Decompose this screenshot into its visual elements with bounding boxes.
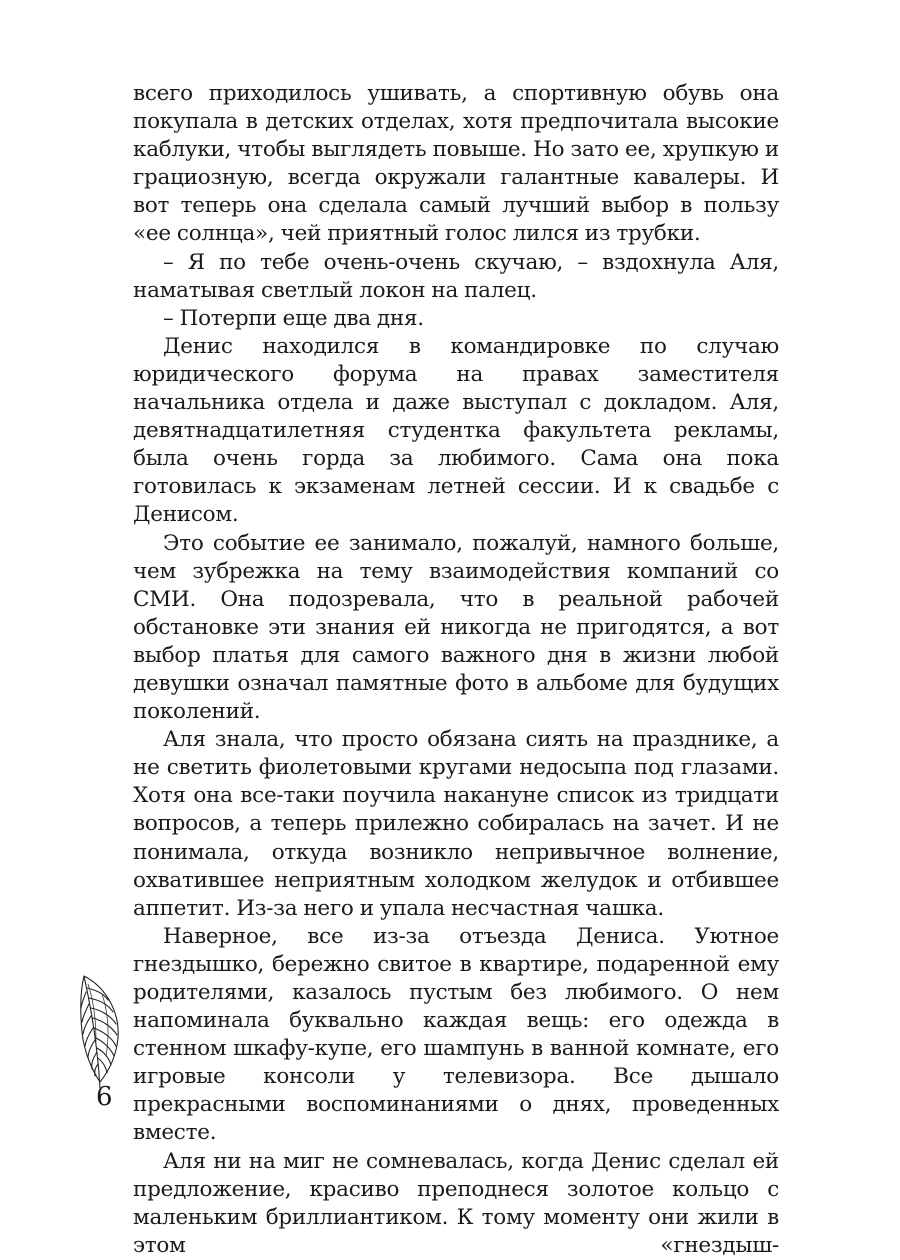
paragraph-4: Денис находился в командировке по случаю юридического форума на правах заместителя начальника отдела и даже выступал с докладом. Аля, девятнадцатилетняя студентка факультета рекламы, была очень горда за любимого. Сама она пока готовилась к экзаменам летней сессии. И к свадьбе с Денисом.: [133, 333, 779, 528]
page-body: [133, 80, 779, 1260]
feather-icon: [74, 972, 124, 1090]
paragraph-3: – Потерпи еще два дня.: [163, 305, 424, 331]
paragraph-6: Аля знала, что просто обязана сиять на празднике, а не светить фиолетовыми кругами недосыпа под глазами. Хотя она все-таки поучила накануне список из тридцати вопросов, а теперь прилежно собиралась на зачет. И не понимала, откуда возникло непривычное волнение, охватившее неприятным холодком желудок и отбившее аппетит. Из-за него и упала несчастная чашка.: [133, 727, 779, 921]
paragraph-2: – Я по тебе очень-очень скучаю, – вздохнула Аля, наматывая светлый локон на палец.: [133, 249, 779, 303]
paragraph-1: всего приходилось ушивать, а спортивную обувь она покупала в детских отделах, хотя предпочитала высокие каблуки, чтобы выглядеть повыше. Но зато ее, хрупкую и грациозную, всегда окружали галантные кавалеры. И вот теперь она сделала самый лучший выбор в пользу «ее солнца», чей приятный голос лился из трубки.: [133, 81, 779, 247]
paragraph-5: Это событие ее занимало, пожалуй, намного больше, чем зубрежка на тему взаимодействия компаний со СМИ. Она подозревала, что в реальной рабочей обстановке эти знания ей никогда не пригодятся, а вот выбор платья для самого важного дня в жизни любой девушки означал памятные фото в альбоме для будущих поколений.: [133, 530, 779, 725]
page-number: 6: [96, 1082, 113, 1112]
paragraph-7: Наверное, все из-за отъезда Дениса. Уютное гнездышко, бережно свитое в квартире, подаренной ему родителями, казалось пустым без любимого. О нем напоминала буквально каждая вещь: его одежда в стенном шкафу-купе, его шампунь в ванной комнате, его игровые консоли у телевизора. Все дышало прекрасными воспоминаниями о днях, проведенных вместе.: [133, 923, 779, 1146]
paragraph-8: Аля ни на миг не сомневалась, когда Денис сделал ей предложение, красиво преподнеся золотое кольцо с маленьким бриллиантиком. К тому моменту они жили в этом «гнездыш-: [133, 1148, 779, 1258]
